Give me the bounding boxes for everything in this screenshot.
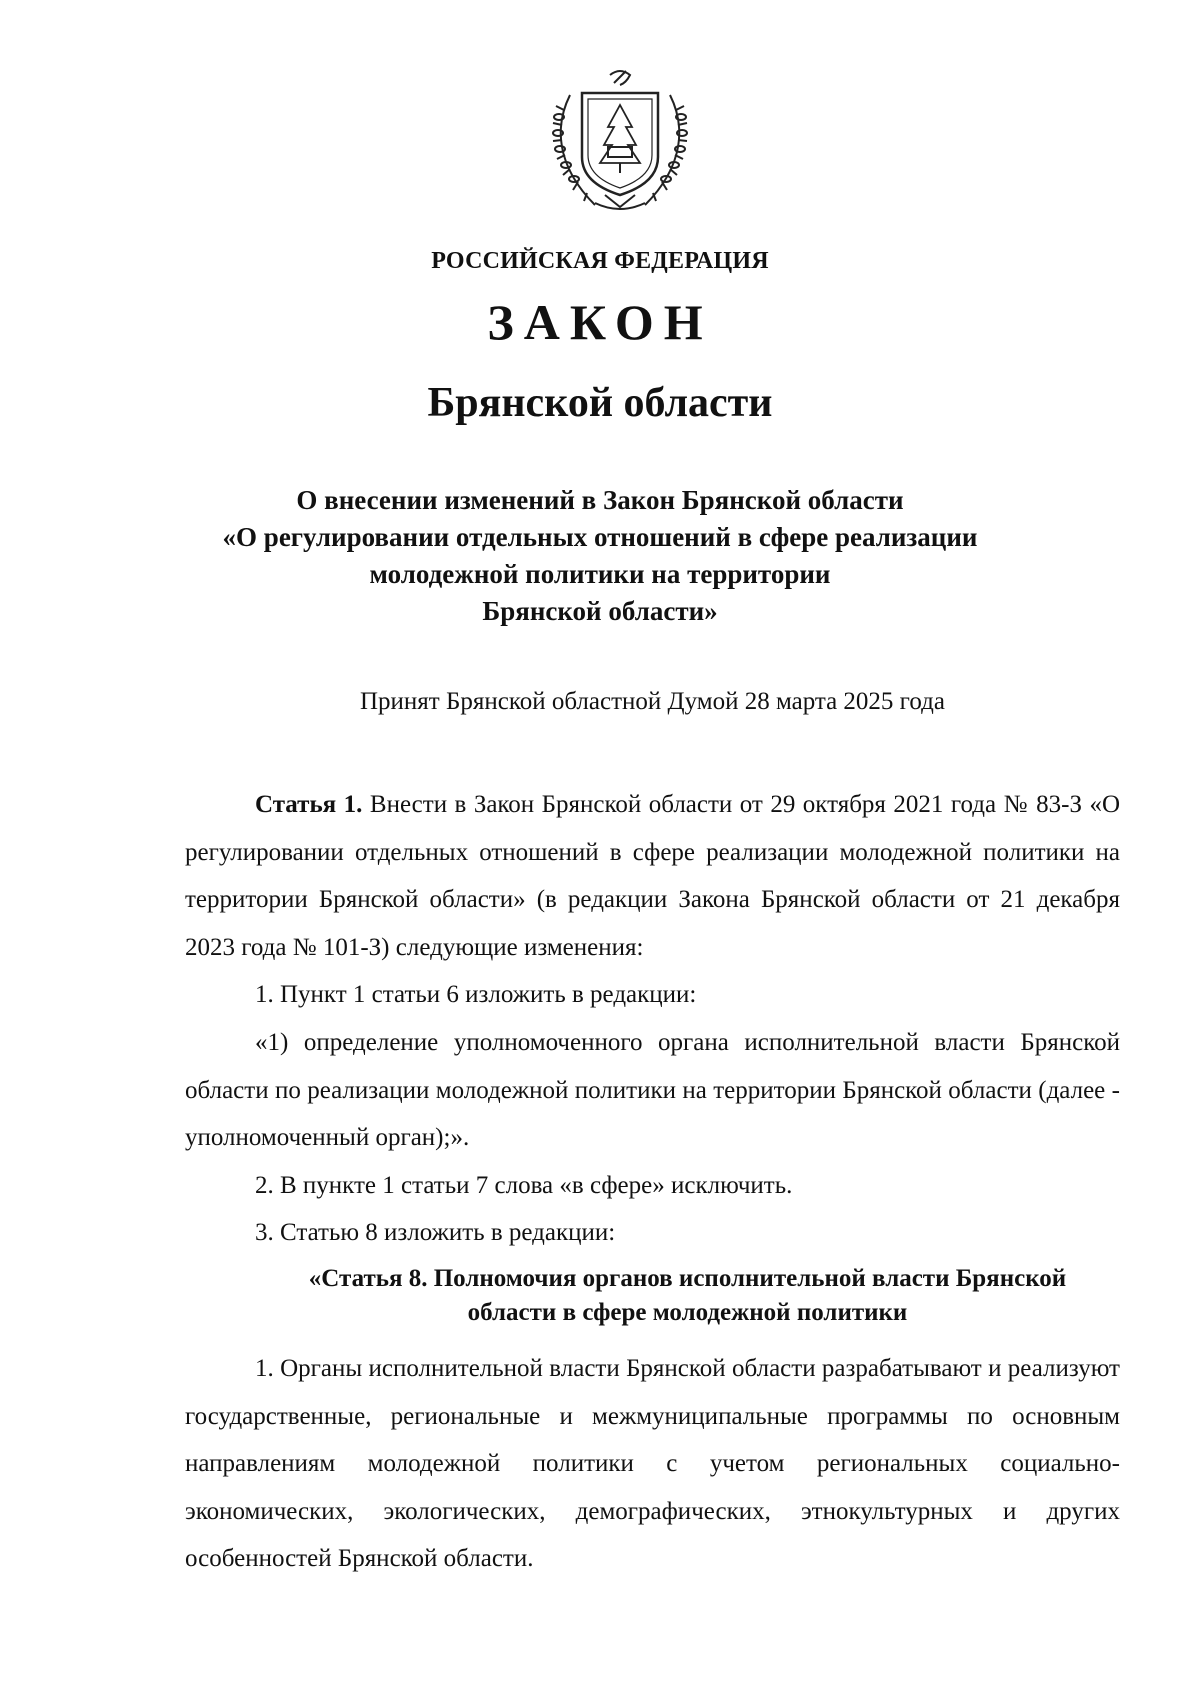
document-title-line: «О регулировании отдельных отношений в сфере реализации [222,522,978,552]
article-8-paragraph-1: 1. Органы исполнительной власти Брянской области разрабатывают и реализуют государственные, региональные и межмуниципальные программы по основным направлениям молодежной политики с учетом региональных социально-экономических, экологических, демографических, этнокультурных и других особенностей Брянской области. [185,1355,1120,1573]
adoption-line: Принят Брянской областной Думой 28 марта 2025 года [360,688,945,715]
document-title-line: О внесении изменений в Закон Брянской области [296,485,904,515]
article-8-heading-line: «Статья 8. Полномочия органов исполнительной власти Брянской [308,1265,1067,1292]
article-8-body [185,1345,1120,1583]
law-heading: ЗАКОН [487,294,713,350]
article-8-heading-line: области в сфере молодежной политики [467,1299,908,1326]
article-1-intro [185,781,1120,971]
document-title-line: молодежной политики на территории [369,559,831,589]
article-1-label: Статья 1. [255,791,363,818]
article-1-item-1: 1. Пункт 1 статьи 6 изложить в редакции: [255,981,697,1009]
bryansk-coat-of-arms-icon [550,65,690,215]
document-title [0,482,1200,630]
article-1-item-2: 2. В пункте 1 статьи 7 слова «в сфере» исключить. [255,1171,793,1199]
article-1-text: Внести в Закон Брянской области от 29 октября 2021 года № 83-З «О регулировании отдельных отношений в сфере реализации молодежной политики на территории Брянской области» (в редакции Закона Брянской области от 21 декабря 2023 года № 101-З) следующие изменения: [185,791,1120,961]
article-1-item-1-quote: «1) определение уполномоченного органа исполнительной власти Брянской области по реализации молодежной политики на территории Брянской области (далее - уполномоченный орган);». [185,1028,1120,1152]
federation-heading: РОССИЙСКАЯ ФЕДЕРАЦИЯ [431,248,769,274]
article-1 [185,781,1120,1257]
document-title-line: Брянской области» [482,596,718,626]
article-1-item-3: 3. Статью 8 изложить в редакции: [255,1219,616,1247]
article-8-heading [255,1262,1120,1330]
region-heading: Брянской области [427,380,773,426]
